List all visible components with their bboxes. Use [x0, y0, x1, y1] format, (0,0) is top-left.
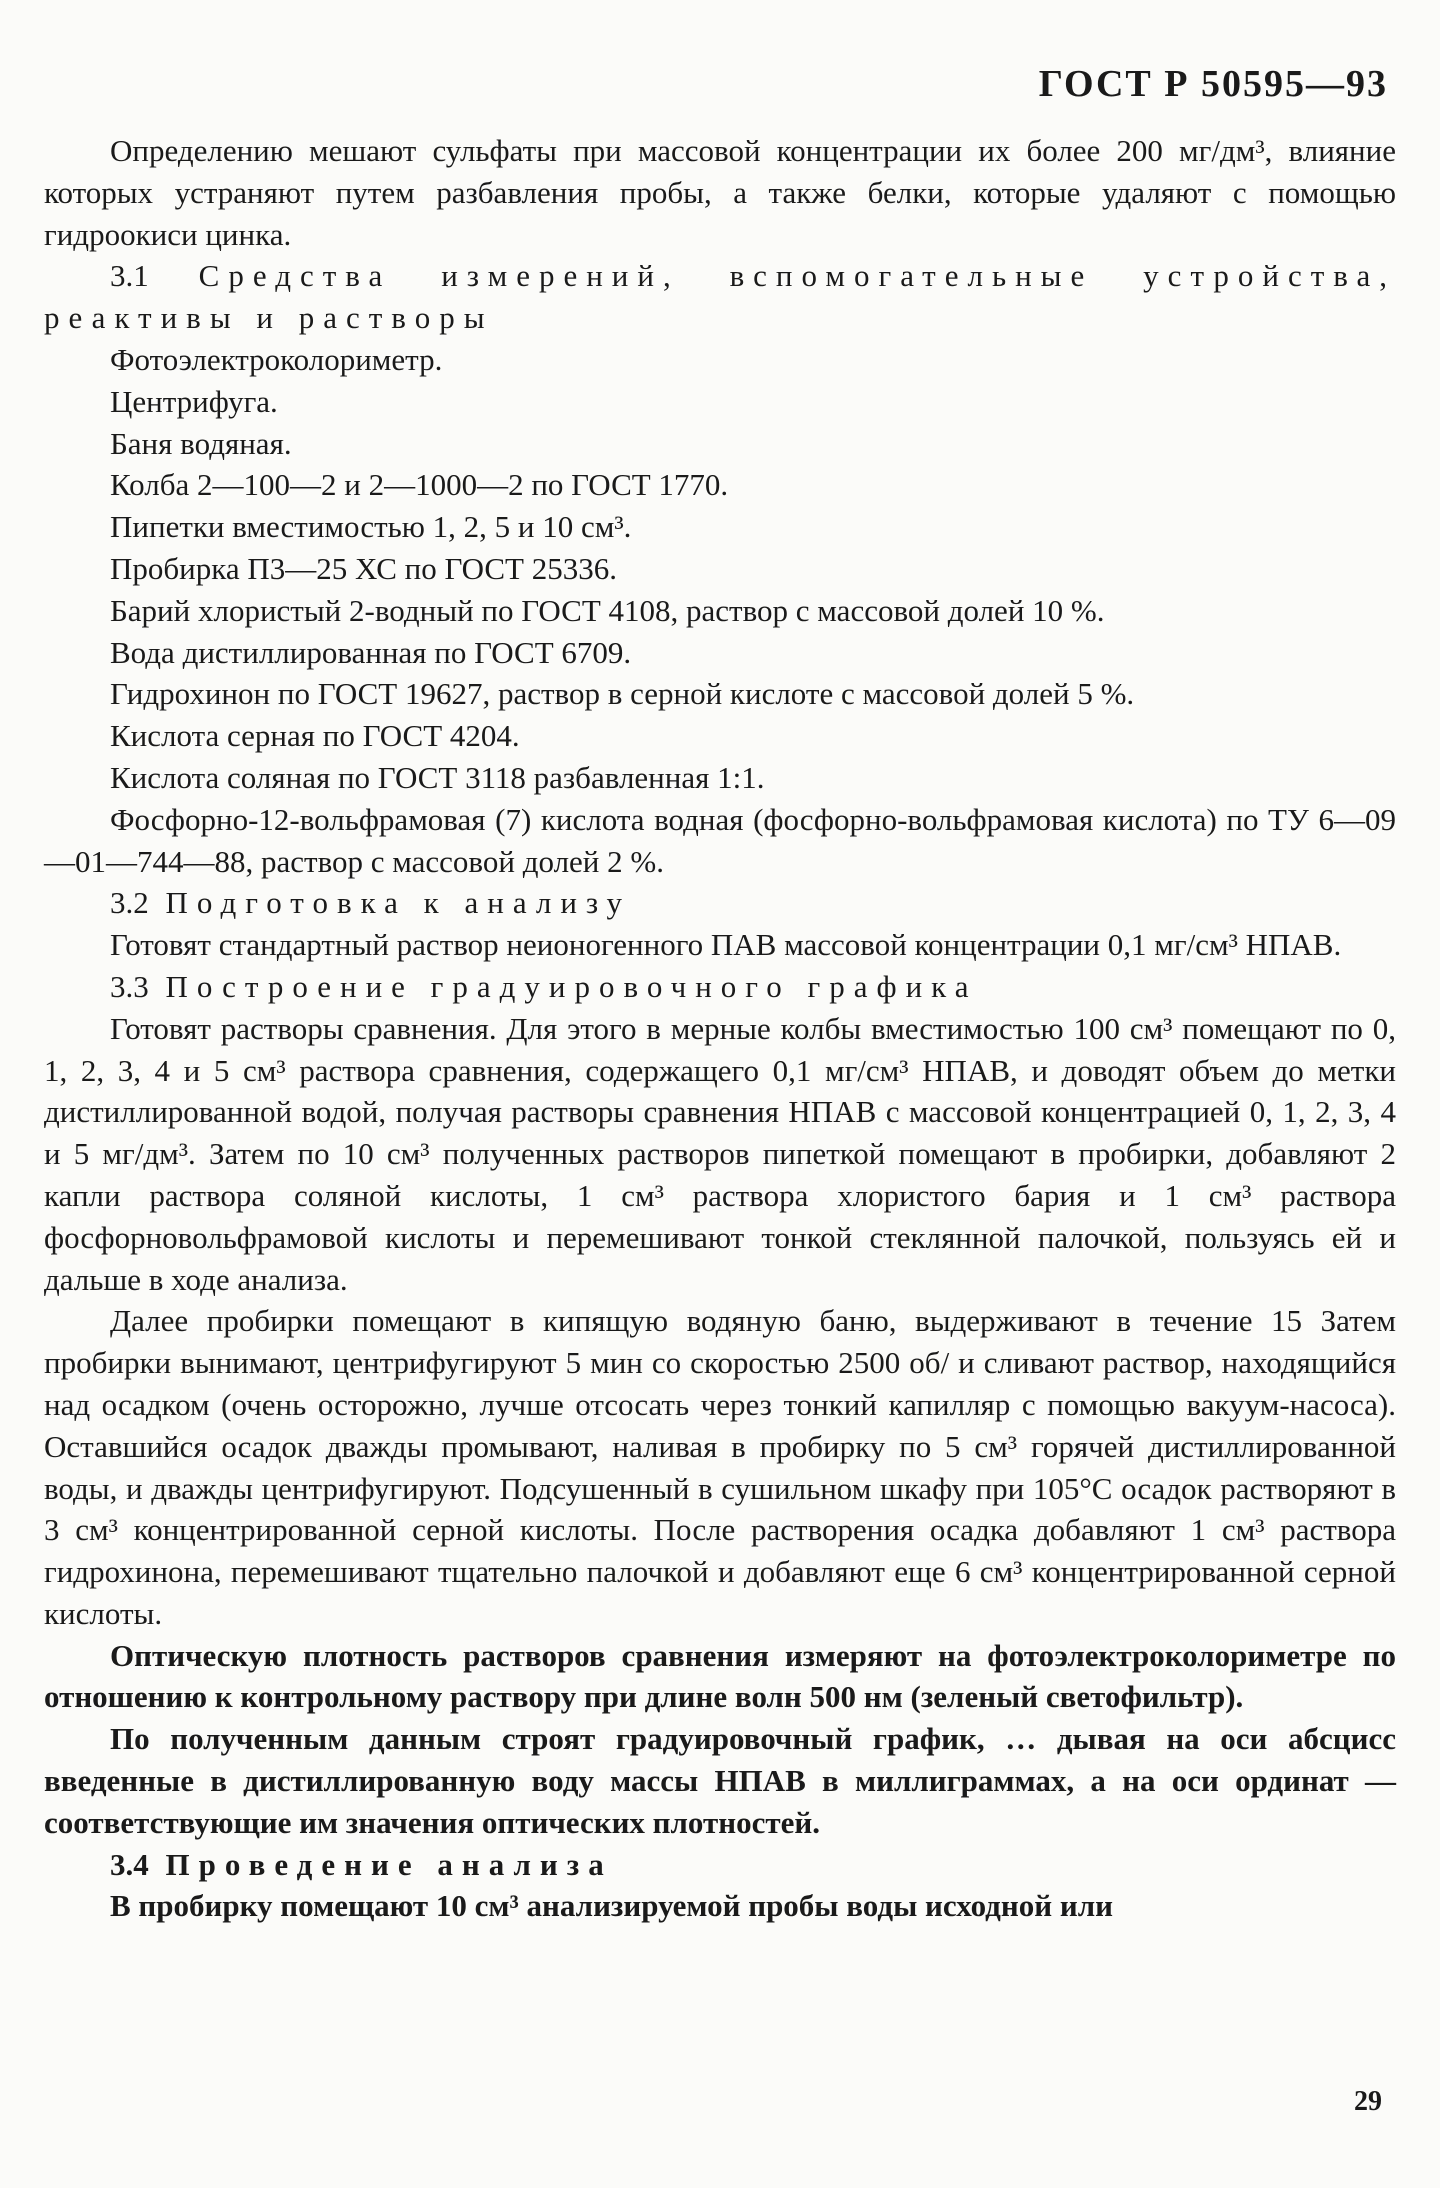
section-3-4-paragraph: В пробирку помещают 10 см³ анализируемой пробы воды исходной или	[110, 1888, 1113, 1924]
standard-header: ГОСТ Р 50595—93	[1038, 63, 1388, 105]
page-number: 29	[1354, 2086, 1382, 2117]
section-3-4-title: Проведение анализа	[165, 1846, 613, 1882]
section-3-4-number: 3.4	[110, 1846, 149, 1882]
equipment-list	[44, 339, 1396, 799]
list-item-last: Фосфорно-12-вольфрамовая (7) кислота водная (фосфорно-вольфрамовая кислота) по ТУ 6—09—01—744—88, раствор с массовой долей 2 %.	[44, 801, 1396, 879]
section-3-2-paragraph: Готовят стандартный раствор неионогенного ПАВ массовой концентрации 0,1 мг/см³ НПАВ.	[110, 927, 1342, 963]
section-3-1-heading	[44, 255, 1396, 339]
section-3-1-title: Средства измерений, вспомогательные устройства, реактивы и растворы	[44, 258, 1396, 336]
list-item: Фотоэлектроколориметр.	[110, 341, 443, 377]
section-3-3-title: Построение градуировочного графика	[165, 968, 978, 1004]
section-3-2-number: 3.2	[110, 885, 149, 921]
list-item: Кислота соляная по ГОСТ 3118 разбавленная 1:1.	[110, 759, 765, 795]
list-item: Пробирка П3—25 ХС по ГОСТ 25336.	[110, 550, 617, 586]
list-item: Пипетки вместимостью 1, 2, 5 и 10 см³.	[110, 509, 632, 545]
list-item: Гидрохинон по ГОСТ 19627, раствор в серной кислоте с массовой долей 5 %.	[110, 676, 1135, 712]
list-item: Барий хлористый 2-водный по ГОСТ 4108, раствор с массовой долей 10 %.	[110, 592, 1105, 628]
section-3-3-paragraph-4: По полученным данным строят градуировочный график, … дывая на оси абсцисс введенные в дистиллированную воду массы НПАВ в миллиграммах, а на оси ординат — соответствующие им значения оптических плотностей.	[44, 1721, 1396, 1840]
list-item: Вода дистиллированная по ГОСТ 6709.	[110, 634, 632, 670]
section-3-4-heading	[44, 1844, 1396, 1886]
section-3-3-number: 3.3	[110, 968, 149, 1004]
list-item: Кислота серная по ГОСТ 4204.	[110, 718, 520, 754]
bold-text-block	[44, 1635, 1396, 1928]
section-3-2-title: Подготовка к анализу	[165, 885, 632, 921]
section-3-2-heading	[44, 882, 1396, 924]
section-3-3-paragraph-3: Оптическую плотность растворов сравнения измеряют на фотоэлектроколориметре по отношению к контрольному раствору при длине волн 500 нм (зеленый светофильтр).	[44, 1637, 1396, 1715]
list-item: Центрифуга.	[110, 383, 278, 419]
list-item: Колба 2—100—2 и 2—1000—2 по ГОСТ 1770.	[110, 467, 729, 503]
document-body	[44, 130, 1396, 1927]
section-3-1-number: 3.1	[110, 258, 149, 294]
list-item: Баня водяная.	[110, 425, 292, 461]
section-3-3-heading	[44, 966, 1396, 1008]
intro-paragraph: Определению мешают сульфаты при массовой концентрации их более 200 мг/дм³, влияние которых устраняют путем разбавления пробы, а также белки, которые удаляют с помощью гидроокиси цинка.	[44, 133, 1396, 252]
section-3-3-paragraph-2: Далее пробирки помещают в кипящую водяную баню, выдерживают в течение 15 Затем пробирки вынимают, центрифугируют 5 мин со скоростью 2500 об/ и сливают раствор, находящийся над осадком (очень осторожно, лучше отсосать через тонкий капилляр с помощью вакуум-насоса). Оставшийся осадок дважды промывают, наливая в пробирку по 5 см³ горячей дистиллированной воды, и дважды центрифугируют. Подсушенный в сушильном шкафу при 105°С осадок растворяют в 3 см³ концентрированной серной кислоты. После растворения осадка добавляют 1 см³ раствора гидрохинона, перемешивают тщательно палочкой и добавляют еще 6 см³ концентрированной серной кислоты.	[44, 1303, 1396, 1631]
section-3-3-paragraph-1: Готовят растворы сравнения. Для этого в мерные колбы вместимостью 100 см³ помещают по 0, 1, 2, 3, 4 и 5 см³ раствора сравнения, содержащего 0,1 мг/см³ НПАВ, и доводят объем до метки дистиллированной водой, получая растворы сравнения НПАВ с массовой концентрацией 0, 1, 2, 3, 4 и 5 мг/дм³. Затем по 10 см³ полученных растворов пипеткой помещают в пробирки, добавляют 2 капли раствора соляной кислоты, 1 см³ раствора хлористого бария и 1 см³ раствора фосфорновольфрамовой кислоты и перемешивают тонкой стеклянной палочкой, пользуясь ей и дальше в ходе анализа.	[44, 1010, 1396, 1297]
